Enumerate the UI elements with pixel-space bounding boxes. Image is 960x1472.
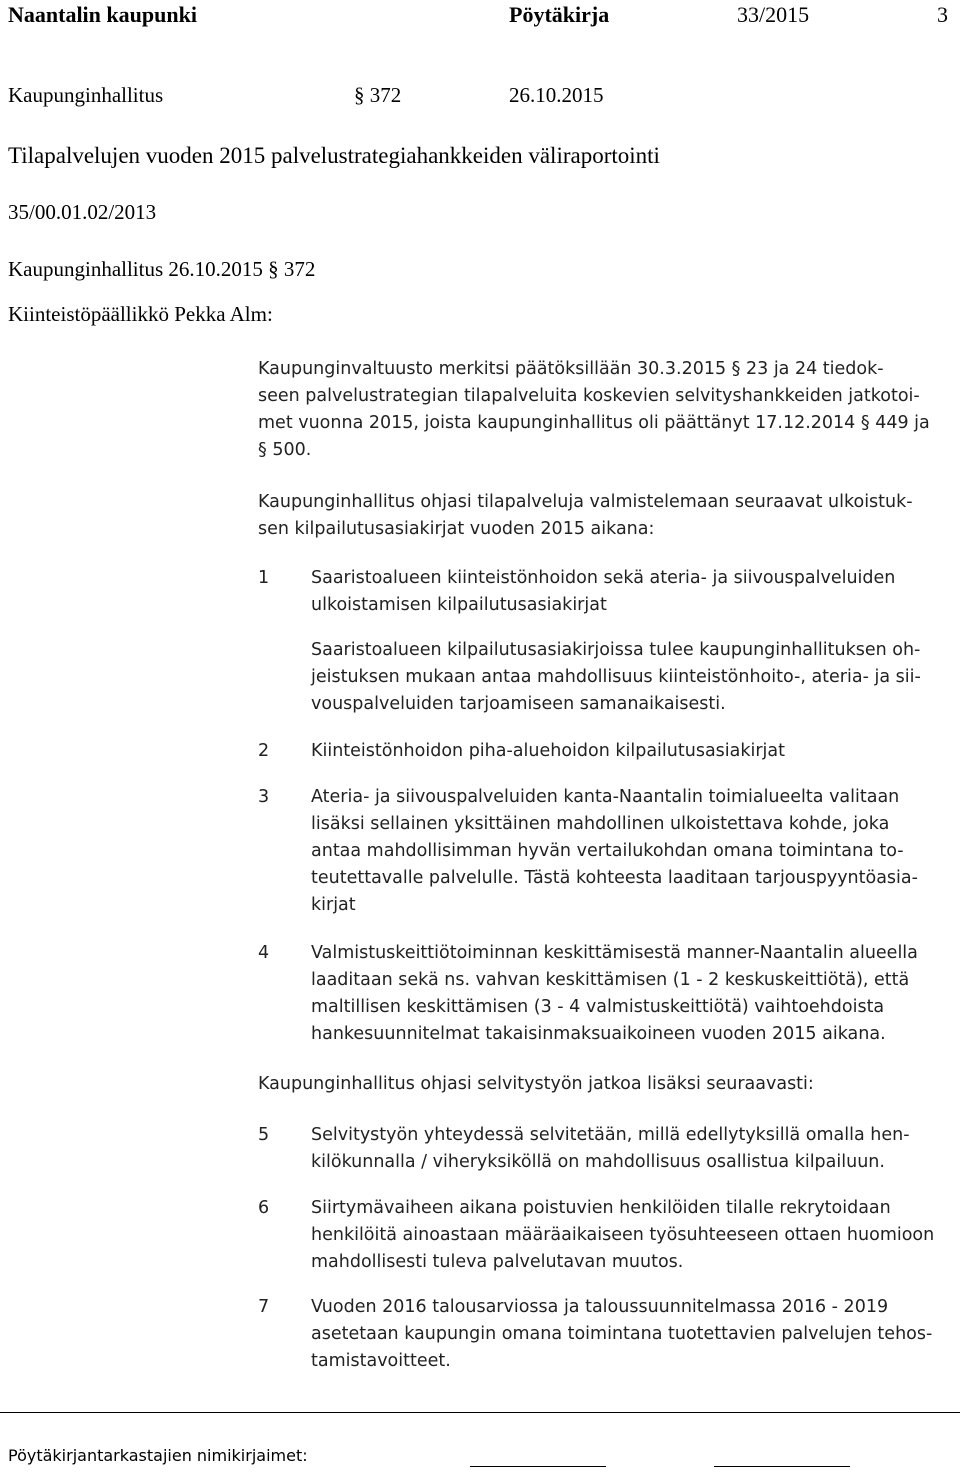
text-line: Valmistuskeittiötoiminnan keskittämisestä manner-Naantalin alueella xyxy=(311,943,918,963)
text-line: § 500. xyxy=(258,440,312,460)
text-line: Kaupunginhallitus ohjasi tilapalveluja valmistelemaan seuraavat ulkoistuk- xyxy=(258,492,913,512)
footer-divider xyxy=(0,1412,960,1413)
text-line: seen palvelustrategian tilapalveluita koskevien selvityshankkeiden jatkotoi- xyxy=(258,386,920,406)
text-line: Ateria- ja siivouspalveluiden kanta-Naantalin toimialueelta valitaan xyxy=(311,787,900,807)
document-number: 33/2015 xyxy=(737,2,810,27)
list-item xyxy=(311,784,918,919)
list-item xyxy=(311,1122,910,1176)
signature-line xyxy=(470,1466,606,1467)
text-line: mahdollisesti tuleva palvelutavan muutos. xyxy=(311,1252,684,1272)
text-line: Vuoden 2016 talousarviossa ja taloussuunnitelmassa 2016 - 2019 xyxy=(311,1297,889,1317)
text-line: asetetaan kaupungin omana toimintana tuotettavien palvelujen tehos- xyxy=(311,1324,933,1344)
text-line: Selvitystyön yhteydessä selvitetään, millä edellytyksillä omalla hen- xyxy=(311,1125,910,1145)
text-line: hankesuunnitelmat takaisinmaksuaikoineen vuoden 2015 aikana. xyxy=(311,1024,886,1044)
text-line: Kaupunginhallitus ohjasi selvitystyön jatkoa lisäksi seuraavasti: xyxy=(258,1074,814,1094)
text-line: kirjat xyxy=(311,895,356,915)
intro-paragraph xyxy=(258,356,930,464)
list-item xyxy=(311,940,918,1048)
list-number: 1 xyxy=(258,568,270,588)
text-line: vouspalveluiden tarjoamiseen samanaikaisesti. xyxy=(311,694,726,714)
text-line: Saaristoalueen kilpailutusasiakirjoissa tulee kaupunginhallituksen oh- xyxy=(311,640,921,660)
list-number: 4 xyxy=(258,943,270,963)
text-line: Kaupunginvaltuusto merkitsi päätöksillään 30.3.2015 § 23 ja 24 tiedok- xyxy=(258,359,884,379)
list-item xyxy=(311,738,785,765)
signatures-label: Pöytäkirjantarkastajien nimikirjaimet: xyxy=(8,1446,308,1465)
text-line: Kiinteistönhoidon piha-aluehoidon kilpailutusasiakirjat xyxy=(311,741,786,761)
list-item xyxy=(311,565,895,619)
text-line: lisäksi sellainen yksittäinen mahdollinen ulkoistettava kohde, joka xyxy=(311,814,890,834)
meeting-date: 26.10.2015 xyxy=(509,83,604,107)
history-line: Kaupunginhallitus 26.10.2015 § 372 xyxy=(8,257,316,281)
directive-paragraph xyxy=(258,1071,814,1098)
section-value: 372 xyxy=(369,83,402,107)
list-item xyxy=(311,1294,932,1375)
text-line: teutettavalle palvelulle. Tästä kohteesta laaditaan tarjouspyyntöasia- xyxy=(311,868,918,888)
meeting-body: Kaupunginhallitus xyxy=(8,83,164,107)
document-type: Pöytäkirja xyxy=(509,2,610,27)
text-line: maltillisen keskittämisen (3 - 4 valmistuskeittiötä) vaihtoehdoista xyxy=(311,997,885,1017)
directive-paragraph xyxy=(258,489,913,543)
record-number: 35/00.01.02/2013 xyxy=(8,200,157,224)
text-line: ulkoistamisen kilpailutusasiakirjat xyxy=(311,595,607,615)
list-item xyxy=(311,1195,934,1276)
item-title: Tilapalvelujen vuoden 2015 palvelustrategiahankkeiden väliraportointi xyxy=(8,143,660,168)
page-number: 3 xyxy=(937,2,948,27)
text-line: tamistavoitteet. xyxy=(311,1351,451,1371)
list-number: 2 xyxy=(258,741,270,761)
text-line: laaditaan sekä ns. vahvan keskittämisen (1 - 2 keskuskeittiötä), että xyxy=(311,970,910,990)
list-number: 7 xyxy=(258,1297,270,1317)
text-line: henkilöitä ainoastaan määräaikaiseen työsuhteeseen ottaen huomioon xyxy=(311,1225,935,1245)
text-line: met vuonna 2015, joista kaupunginhallitus oli päättänyt 17.12.2014 § 449 ja xyxy=(258,413,930,433)
text-line: Saaristoalueen kiinteistönhoidon sekä ateria- ja siivouspalveluiden xyxy=(311,568,896,588)
section-sign: § xyxy=(354,83,365,107)
text-line: antaa mahdollisimman hyvän vertailukohdan omana toimintana to- xyxy=(311,841,904,861)
list-number: 3 xyxy=(258,787,270,807)
text-line: Siirtymävaiheen aikana poistuvien henkilöiden tilalle rekrytoidaan xyxy=(311,1198,891,1218)
list-number: 6 xyxy=(258,1198,270,1218)
list-item-note xyxy=(311,637,921,718)
presenter: Kiinteistöpäällikkö Pekka Alm: xyxy=(8,302,273,326)
section-number xyxy=(354,83,401,108)
text-line: sen kilpailutusasiakirjat vuoden 2015 aikana: xyxy=(258,519,655,539)
city-name: Naantalin kaupunki xyxy=(8,2,197,27)
list-number: 5 xyxy=(258,1125,270,1145)
signature-line xyxy=(714,1466,850,1467)
text-line: jeistuksen mukaan antaa mahdollisuus kiinteistönhoito-, ateria- ja sii- xyxy=(311,667,921,687)
text-line: kilökunnalla / viheryksiköllä on mahdollisuus osallistua kilpailuun. xyxy=(311,1152,885,1172)
